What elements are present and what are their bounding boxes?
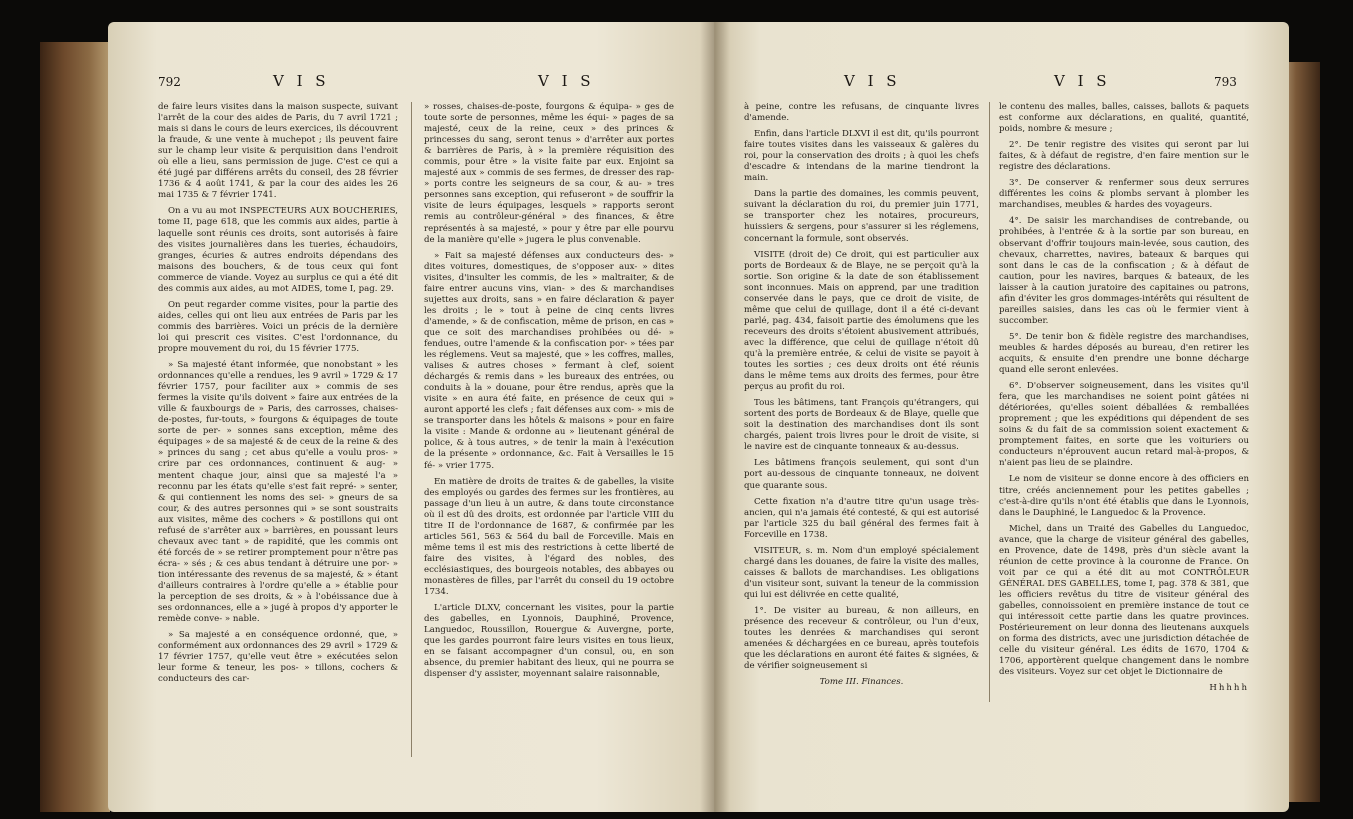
paragraph: le contenu des malles, balles, caisses, ballots & paquets est conforme aux déclarations, en qualité, quantité, poids, nombre & mesure ;: [999, 102, 1249, 135]
right-column-rule: [989, 102, 990, 702]
paragraph: Les bâtimens françois seulement, qui sont d'un port au-dessous de cinquante tonneaux, ne doivent que quarante sous.: [744, 458, 979, 491]
paragraph: 4°. De saisir les marchandises de contrebande, ou prohibées, à l'entrée & à la sortie par son bureau, en observant d'offrir toujours main-levée, sous caution, des chevaux, charrettes, navires, bateaux & barques qui sont dans le cas de la confiscation ; & à défaut de caution, pour les navires, barques & bateaux, de les laisser à la caution juratoire des capitaines ou patrons, afin d'éviter les gros dommages-intérêts qui résultent de pareilles saisies, dans les cas où le fermier vient à succomber.: [999, 216, 1249, 326]
left-page-number: 792: [158, 75, 181, 89]
left-page-edges: [40, 42, 110, 812]
paragraph: 5°. De tenir bon & fidèle registre des marchandises, meubles & hardes déposés au bureau, d'en retirer les acquits, & ensuite d'en prendre une bonne décharge quand elle seront enlevées.: [999, 331, 1249, 376]
paragraph: On a vu au mot INSPECTEURS AUX BOUCHERIES, tome II, page 618, que les commis aux aides, partie à laquelle sont réunis ces droits, sont autorisés à faire des visites journalières dans les tueries, échaudoirs, granges, écuries & autres endroits dépendans des maisons des bouchers, & de tous ceux qui font commerce de viande. Voyez au surplus ce qui a été dit des commis aux aides, au mot AIDES, tome I, pag. 29.: [158, 206, 398, 294]
paragraph: Dans la partie des domaines, les commis peuvent, suivant la déclaration du roi, du premier juin 1771, se transporter chez les notaires, procureurs, huissiers & sergens, pour s'assurer si les réglemens, concernant la formule, sont observés.: [744, 189, 979, 244]
left-page: [108, 22, 718, 812]
paragraph: Michel, dans un Traité des Gabelles du Languedoc, avance, que la charge de visiteur général des gabelles, en Provence, date de 1498, près d'un siècle avant la réunion de cette province à la couronne de France. On voit par ce qui a été dit au mot CONTRÔLEUR GÉNÉRAL DES GABELLES, tome I, pag. 378 & 381, que les officiers revêtus du titre de visiteur général des gabelles, connoissoient en première instance de tout ce qui intéressoit cette partie dans les quatre provinces. Postérieurement on leur donna des lieutenans auxquels on forma des districts, avec une jurisdiction détachée de celle du visiteur général. Les édits de 1670, 1704 & 1706, apportèrent quelque changement dans le nombre des visiteurs. Voyez sur cet objet le Dictionnaire de: [999, 523, 1249, 678]
signature-mark: Hhhhh: [1209, 683, 1249, 694]
left-running-head-1: V I S: [273, 72, 330, 90]
right-page-number: 793: [1214, 75, 1237, 89]
left-column-1: [158, 102, 398, 690]
signature-line: Tome III. Finances.: [819, 677, 904, 688]
left-column-rule: [411, 102, 412, 757]
paragraph: 1°. De visiter au bureau, & non ailleurs, en présence des receveur & contrôleur, ou l'un d'eux, toutes les denrées & marchandises qui seront amenées & déchargées en ce bureau, après toutefois que les déclarations en auront été faites & signées, & de vérifier soigneusement si: [744, 605, 979, 672]
open-book: [40, 22, 1320, 812]
left-column-2: [424, 102, 674, 685]
paragraph: » Fait sa majesté défenses aux conducteurs des- » dites voitures, domestiques, de s'opposer aux- » dites visites, d'insulter les commis, de les » maltraiter, & de faire entrer aucuns vins, vian- » des & marchandises sujettes aux droits, sans » en faire déclaration & payer les droits ; le » tout à peine de cinq cents livres d'amende, » & de confiscation, même de prison, en cas » que ce soit des marchandises prohibées ou dé- » fendues, outre l'amende & la confiscation por- » tées par les réglemens. Veut sa majesté, que » les coffres, malles, valises & autres choses » fermant à clef, soient déchargés & remis dans » les bureaux des entrées, ou conduits à la » douane, pour être rendus, après que la visite » en aura été faite, en présence de ceux qui » auront apporté les clefs ; fait défenses aux com- » mis de se transporter dans les hôtels & maisons » pour en faire la visite : Mande & ordonne au » lieutenant général de police, & à tous autres, » de tenir la main à l'exécution de la présente » ordonnance, &c. Fait à Versailles le 15 fé- » vrier 1775.: [424, 250, 674, 471]
right-running-head-1: V I S: [844, 72, 901, 90]
right-page: [714, 22, 1289, 812]
paragraph: » Sa majesté a en conséquence ordonné, que, » conformément aux ordonnances des 29 avril » 1729 & 17 février 1757, qu'elle veut être » exécutées selon leur forme & teneur, les pos- » tillons, cochers & conducteurs des car-: [158, 630, 398, 685]
right-running-head-2: V I S: [1054, 72, 1111, 90]
paragraph: Cette fixation n'a d'autre titre qu'un usage très-ancien, qui n'a jamais été contesté, & qui est autorisé par l'article 325 du bail général des fermes fait à Forceville en 1738.: [744, 496, 979, 540]
book-gutter: [700, 22, 730, 812]
paragraph: Le nom de visiteur se donne encore à des officiers en titre, créés anciennement pour les petites gabelles ; c'est-à-dire qu'ils n'ont été établis que dans le Lyonnois, dans le Dauphiné, le Languedoc & la Provence.: [999, 474, 1249, 518]
paragraph: VISITEUR, s. m. Nom d'un employé spécialement chargé dans les douanes, de faire la visite des malles, caisses & ballots de marchandises. Les obligations d'un visiteur sont, suivant la teneur de la commission qui lui est délivrée en cette qualité,: [744, 545, 979, 600]
right-column-1: [744, 102, 979, 693]
paragraph: Enfin, dans l'article DLXVI il est dit, qu'ils pourront faire toutes visites dans les vaisseaux & galères du roi, pour la conservation des droits ; à quoi les chefs d'escadre & intendans de la marine tiendront la main.: [744, 129, 979, 184]
paragraph: Tous les bâtimens, tant François qu'étrangers, qui sortent des ports de Bordeaux & de Blaye, quelle que soit la destination des marchandises dont ils sont chargés, paient trois livres pour le droit de visite, si le navire est de cinquante tonneaux & au-dessus.: [744, 398, 979, 453]
paragraph: En matière de droits de traites & de gabelles, la visite des employés ou gardes des fermes sur les frontières, au passage d'un lieu à un autre, & dans toute circonstance où il est dû des droits, est ordonnée par l'article VIII du titre II de l'ordonnance de 1687, & confirmée par les articles 561, 563 & 564 du bail de Forceville. Mais en même tems il est mis des restrictions à cette liberté de faire des visites, à l'égard des nobles, des ecclésiastiques, des bourgeois notables, des abbayes ou monastères de filles, par l'arrêt du conseil du 19 octobre 1734.: [424, 476, 674, 598]
paragraph: à peine, contre les refusans, de cinquante livres d'amende.: [744, 102, 979, 124]
paragraph: 6°. D'observer soigneusement, dans les visites qu'il fera, que les marchandises ne soient point gâtées ni détériorées, qu'elles soient déballées & remballées proprement ; que les expéditions qui dépendent de ses soins & du fait de sa commission soient exactement & promptement faites, en sorte que les voituriers ou conducteurs n'éprouvent aucun retard mal-à-propos, & n'aient pas lieu de se plaindre.: [999, 381, 1249, 469]
paragraph: VISITE (droit de) Ce droit, qui est particulier aux ports de Bordeaux & de Blaye, ne se perçoit qu'à la sortie. Son origine & la date de son établissement sont inconnues. Mais on apprend, par une tradition conservée dans le pays, que ce droit de visite, de même que celui de quillage, dont il a été ci-devant parlé, pag. 434, faisoit partie des émolumens que les receveurs des droits s'étoient abusivement attribués, avec la différence, que celui de quillage n'étoit dû qu'à la première entrée, & celui de visite se payoit à toutes les sorties ; ces deux droits ont été réunis dans le même tems aux droits des fermes, pour être perçus au profit du roi.: [744, 249, 979, 393]
paragraph: 3°. De conserver & renfermer sous deux serrures différentes les coins & plombs servant à plomber les marchandises, meubles & hardes des voyageurs.: [999, 178, 1249, 211]
right-column-2: [999, 102, 1249, 699]
paragraph: On peut regarder comme visites, pour la partie des aides, celles qui ont lieu aux entrées de Paris par les commis des barrières. Voici un précis de la dernière loi qui prescrit ces visites. C'est l'ordonnance, du propre mouvement du roi, du 15 février 1775.: [158, 299, 398, 354]
paragraph: » rosses, chaises-de-poste, fourgons & équipa- » ges de toute sorte de personnes, même les équi- » pages de sa majesté, ceux de la reine, ceux » des princes & princesses du sang, seront tenus » d'arrêter aux portes & barrières de Paris, à » la première réquisition des commis, pour être » la visite faite par eux. Enjoint sa majesté aux » commis de ses fermes, de dresser des rap- » ports contre les seigneurs de sa cour, & au- » tres personnes sans exception, qui refuseront » de souffrir la visite de leurs équipages, lesquels » rapports seront remis au contrôleur-général » des finances, & être représentés à sa majesté, » pour y être par elle pourvu de la manière qu'elle » jugera le plus convenable.: [424, 102, 674, 245]
paragraph: » Sa majesté étant informée, que nonobstant » les ordonnances qu'elle a rendues, les 9 avril » 1729 & 17 février 1757, pour faciliter aux » commis de ses fermes la visite qu'ils doivent » faire aux entrées de la ville & fauxbourgs de » Paris, des carrosses, chaises-de-postes, fur-touts, » fourgons & équipages de toute sorte de per- » sonnes sans exception, même des équipages » de sa majesté & de ceux de la reine & des » princes du sang ; cet abus qu'elle a voulu pros- » crire par ces ordonnances, continuent & aug- » mentent chaque jour, ainsi que sa majesté l'a » reconnu par les états qu'elle s'est fait repré- » senter, & qui contiennent les noms des sei- » gneurs de sa cour, & des autres personnes qui » se sont soustraits aux visites, même des cochers » & postillons qui ont refusé de s'arrêter aux » barrières, en poussant leurs chevaux avec tant » de rapidité, que les commis ont été forcés de » se retirer promptement pour n'être pas écra- » sés ; & ces abus tendant à détruire une por- » tion intéressante des revenus de sa majesté, & » étant d'ailleurs contraires à l'ordre qu'elle a » établie pour la perception de ses droits, & » à l'obéissance due à ses ordonnances, elle a » jugé à propos d'y apporter le remède conve- » nable.: [158, 360, 398, 625]
paragraph: 2°. De tenir registre des visites qui seront par lui faites, & à défaut de registre, d'en faire mention sur le registre des déclarations.: [999, 140, 1249, 173]
paragraph: de faire leurs visites dans la maison suspecte, suivant l'arrêt de la cour des aides de Paris, du 7 avril 1721 ; mais si dans le cours de leurs exercices, ils découvrent la fraude, & une vente à muchepot ; ils peuvent faire sur le champ leur visite & perquisition dans l'endroit où elle a lieu, sans permission de juge. C'est ce qui a été jugé par différens arrêts du conseil, des 28 février 1736 & 4 août 1741, & par la cour des aides les 26 mai 1735 & 7 février 1741.: [158, 102, 398, 201]
left-running-head-2: V I S: [538, 72, 595, 90]
paragraph: L'article DLXV, concernant les visites, pour la partie des gabelles, en Lyonnois, Dauphiné, Provence, Languedoc, Roussillon, Rouergue & Auvergne, porte, que les gardes pourront faire leurs visites en tous lieux, en se faisant accompagner d'un consul, ou, en son absence, du premier habitant des lieux, qui ne pourra se dispenser d'y assister, moyennant salaire raisonnable,: [424, 603, 674, 680]
